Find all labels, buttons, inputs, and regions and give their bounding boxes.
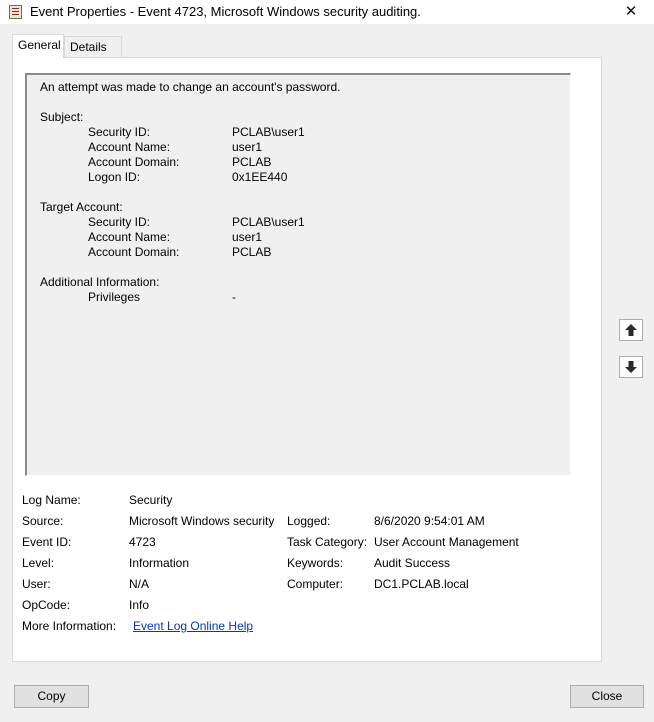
target-security-id-label: Security ID: [88, 215, 151, 229]
source-label: Source: [22, 514, 64, 528]
user-label: User: [22, 577, 51, 591]
privileges-value: - [232, 290, 236, 304]
event-id-value: 4723 [129, 535, 156, 549]
tab-details[interactable]: Details [64, 36, 122, 57]
task-category-label: Task Category: [287, 535, 368, 549]
target-account-domain-value: PCLAB [232, 245, 272, 259]
keywords-label: Keywords: [287, 556, 344, 570]
user-value: N/A [129, 577, 150, 591]
logged-label: Logged: [287, 514, 331, 528]
arrow-up-icon [625, 324, 637, 336]
opcode-label: OpCode: [22, 598, 71, 612]
subject-account-name-label: Account Name: [88, 140, 171, 154]
source-value: Microsoft Windows security [129, 514, 275, 528]
target-account-name-value: user1 [232, 230, 263, 244]
target-security-id-value: PCLAB\user1 [232, 215, 305, 229]
logged-value: 8/6/2020 9:54:01 AM [374, 514, 485, 528]
computer-value: DC1.PCLAB.local [374, 577, 469, 591]
subject-account-domain-label: Account Domain: [88, 155, 180, 169]
copy-button[interactable]: Copy [14, 685, 89, 708]
subject-account-domain-value: PCLAB [232, 155, 272, 169]
target-account-name-label: Account Name: [88, 230, 171, 244]
subject-security-id-label: Security ID: [88, 125, 151, 139]
level-value: Information [129, 556, 190, 570]
title-bar [0, 0, 654, 24]
additional-information-heading: Additional Information: [40, 275, 160, 289]
level-label: Level: [22, 556, 55, 570]
general-tab-panel [12, 57, 602, 662]
next-event-button[interactable] [619, 356, 643, 378]
target-account-heading: Target Account: [40, 200, 123, 214]
event-log-online-help-link[interactable]: Event Log Online Help [133, 619, 254, 633]
task-category-value: User Account Management [374, 535, 519, 549]
description-summary: An attempt was made to change an account's password. [40, 80, 341, 94]
log-name-value: Security [129, 493, 173, 507]
subject-account-name-value: user1 [232, 140, 263, 154]
privileges-label: Privileges [88, 290, 141, 304]
more-information-label: More Information: [22, 619, 117, 633]
opcode-value: Info [129, 598, 150, 612]
subject-heading: Subject: [40, 110, 84, 124]
window-title: Event Properties - Event 4723, Microsoft Windows security auditing. [30, 4, 421, 19]
subject-security-id-value: PCLAB\user1 [232, 125, 305, 139]
log-name-label: Log Name: [22, 493, 81, 507]
arrow-down-icon [625, 361, 637, 373]
subject-logon-id-value: 0x1EE440 [232, 170, 288, 184]
tab-general[interactable]: General [12, 34, 64, 58]
keywords-value: Audit Success [374, 556, 451, 570]
close-window-icon[interactable]: ✕ [624, 3, 638, 20]
close-button[interactable]: Close [570, 685, 644, 708]
target-account-domain-label: Account Domain: [88, 245, 180, 259]
event-description-box[interactable] [25, 73, 571, 476]
event-id-label: Event ID: [22, 535, 72, 549]
event-viewer-icon [9, 5, 22, 19]
computer-label: Computer: [287, 577, 344, 591]
subject-logon-id-label: Logon ID: [88, 170, 141, 184]
previous-event-button[interactable] [619, 319, 643, 341]
